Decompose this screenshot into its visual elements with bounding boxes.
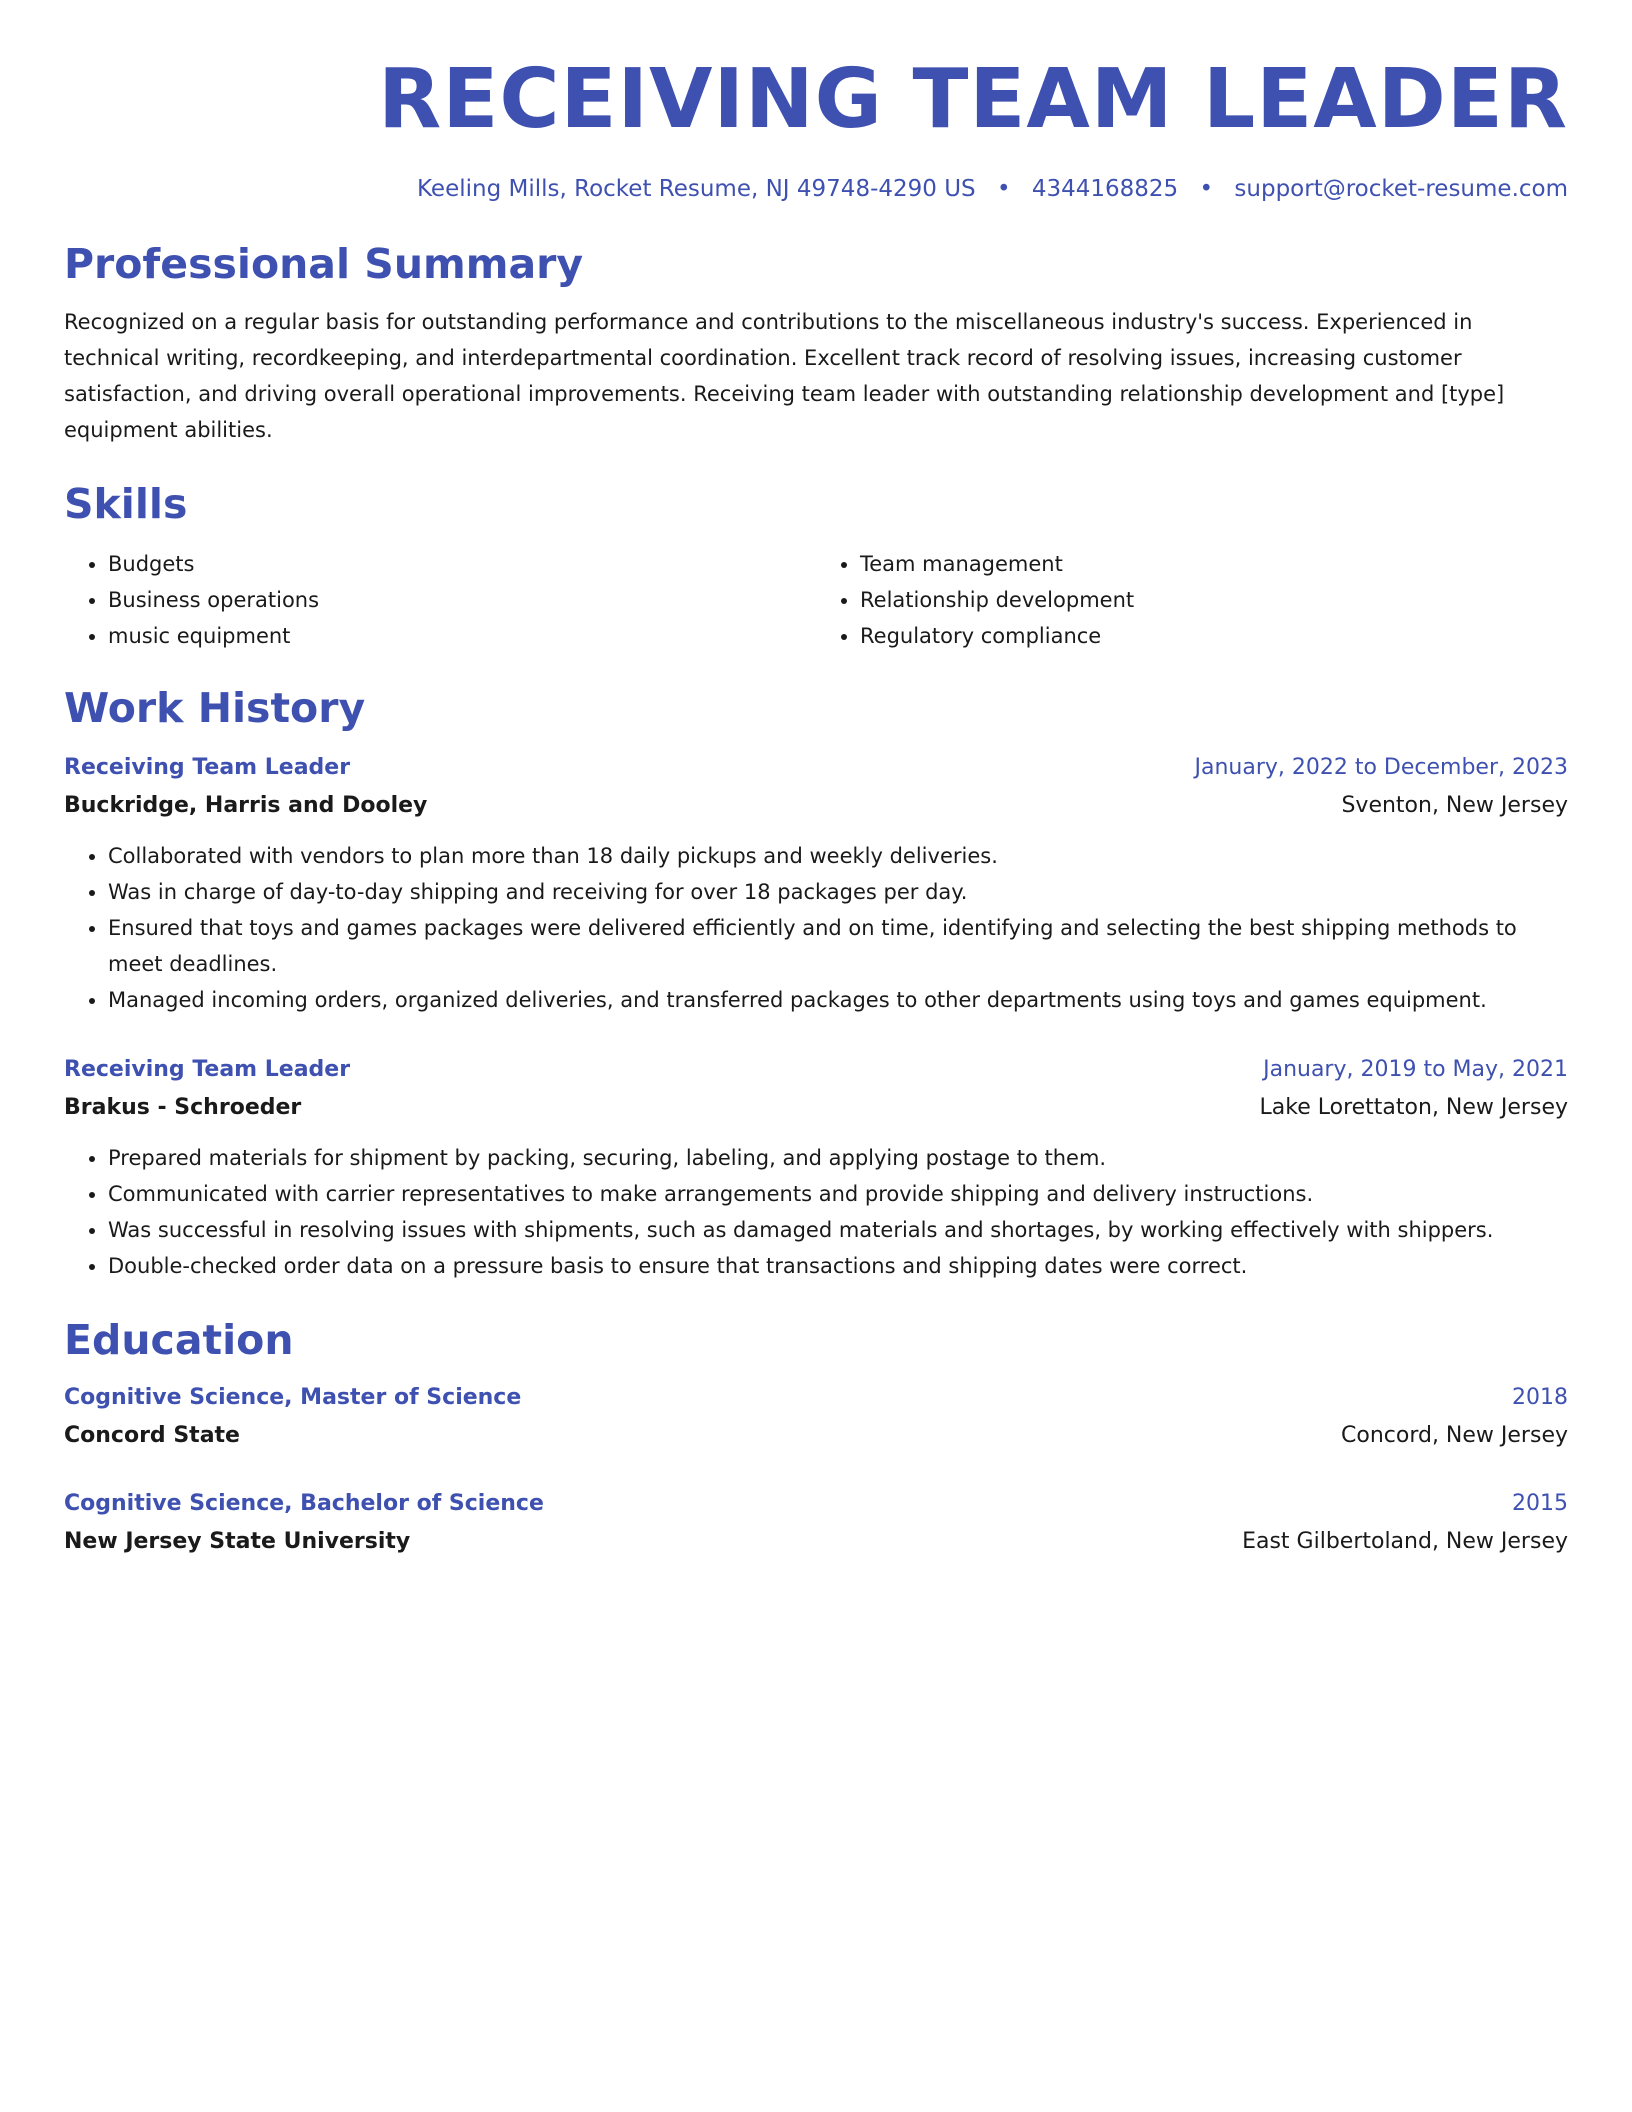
job-bullet: • Prepared materials for shipment by packing, securing, labeling, and applying postage to them. [108, 1140, 1568, 1176]
summary-heading: Professional Summary [64, 240, 584, 288]
job-bullet: • Communicated with carrier representatives to make arrangements and provide shipping and delivery instructions. [108, 1176, 1568, 1212]
resume-page [64, 50, 1568, 1562]
job-bullet: • Was successful in resolving issues with shipments, such as damaged materials and shortages, by working effectively with shippers. [108, 1212, 1568, 1248]
education-degree: Cognitive Science, Bachelor of Science [64, 1491, 544, 1516]
job-role: Receiving Team Leader [64, 755, 351, 780]
skills-column-right [816, 546, 1568, 654]
skills-column-left [64, 546, 816, 654]
work-history-heading: Work History [64, 684, 366, 732]
education-entry [64, 1380, 1568, 1456]
contact-line [64, 172, 1568, 206]
contact-separator: • [1199, 176, 1214, 202]
skill-item: • Team management [860, 546, 1568, 582]
job-bullet: • Double-checked order data on a pressure basis to ensure that transactions and shipping dates were correct. [108, 1248, 1568, 1284]
skills-list [64, 546, 1568, 654]
job-role: Receiving Team Leader [64, 1057, 351, 1082]
skill-item: • Business operations [108, 582, 816, 618]
education-location: East Gilbertoland, New Jersey [1242, 1529, 1568, 1554]
skill-item: • Budgets [108, 546, 816, 582]
job-bullet: • Was in charge of day-to-day shipping and receiving for over 18 packages per day. [108, 874, 1568, 910]
job-bullet: • Collaborated with vendors to plan more than 18 daily pickups and weekly deliveries. [108, 838, 1568, 874]
job-bullets [64, 838, 1568, 1018]
contact-phone: 4344168825 [1031, 176, 1179, 202]
job-location: Sventon, New Jersey [1341, 793, 1568, 818]
education-year: 2018 [1512, 1385, 1568, 1410]
job-dates: January, 2022 to December, 2023 [1194, 755, 1568, 780]
contact-address: Keeling Mills, Rocket Resume, NJ 49748-4290 US [417, 176, 976, 202]
job-dates: January, 2019 to May, 2021 [1263, 1057, 1568, 1082]
education-degree: Cognitive Science, Master of Science [64, 1385, 522, 1410]
education-location: Concord, New Jersey [1341, 1423, 1568, 1448]
education-entry [64, 1486, 1568, 1562]
contact-separator: • [996, 176, 1011, 202]
job-company: Buckridge, Harris and Dooley [64, 793, 428, 818]
job-location: Lake Lorettaton, New Jersey [1259, 1095, 1568, 1120]
skills-heading: Skills [64, 480, 188, 528]
education-school: Concord State [64, 1423, 240, 1448]
contact-email: support@rocket-resume.com [1234, 176, 1568, 202]
job-entry [64, 750, 1568, 1018]
job-company: Brakus - Schroeder [64, 1095, 302, 1120]
skill-item: • music equipment [108, 618, 816, 654]
resume-title: RECEIVING TEAM LEADER [378, 52, 1568, 147]
skill-item: • Relationship development [860, 582, 1568, 618]
job-entry [64, 1052, 1568, 1284]
summary-text: Recognized on a regular basis for outstanding performance and contributions to the miscellaneous industry's success. Experienced in technical writing, recordkeeping, and interdepartmental coordination. Excellent track record of resolving issues, increasing customer satisfaction, and driving overall operational improvements. Receiving team leader with outstanding relationship development and [type] equipment abilities. [64, 310, 1505, 442]
education-year: 2015 [1512, 1491, 1568, 1516]
education-heading: Education [64, 1316, 294, 1364]
job-bullet: • Ensured that toys and games packages were delivered efficiently and on time, identifying and selecting the best shipping methods to meet deadlines. [108, 910, 1568, 982]
skill-item: • Regulatory compliance [860, 618, 1568, 654]
job-bullet: • Managed incoming orders, organized deliveries, and transferred packages to other departments using toys and games equipment. [108, 982, 1568, 1018]
education-school: New Jersey State University [64, 1529, 411, 1554]
job-bullets [64, 1140, 1568, 1284]
